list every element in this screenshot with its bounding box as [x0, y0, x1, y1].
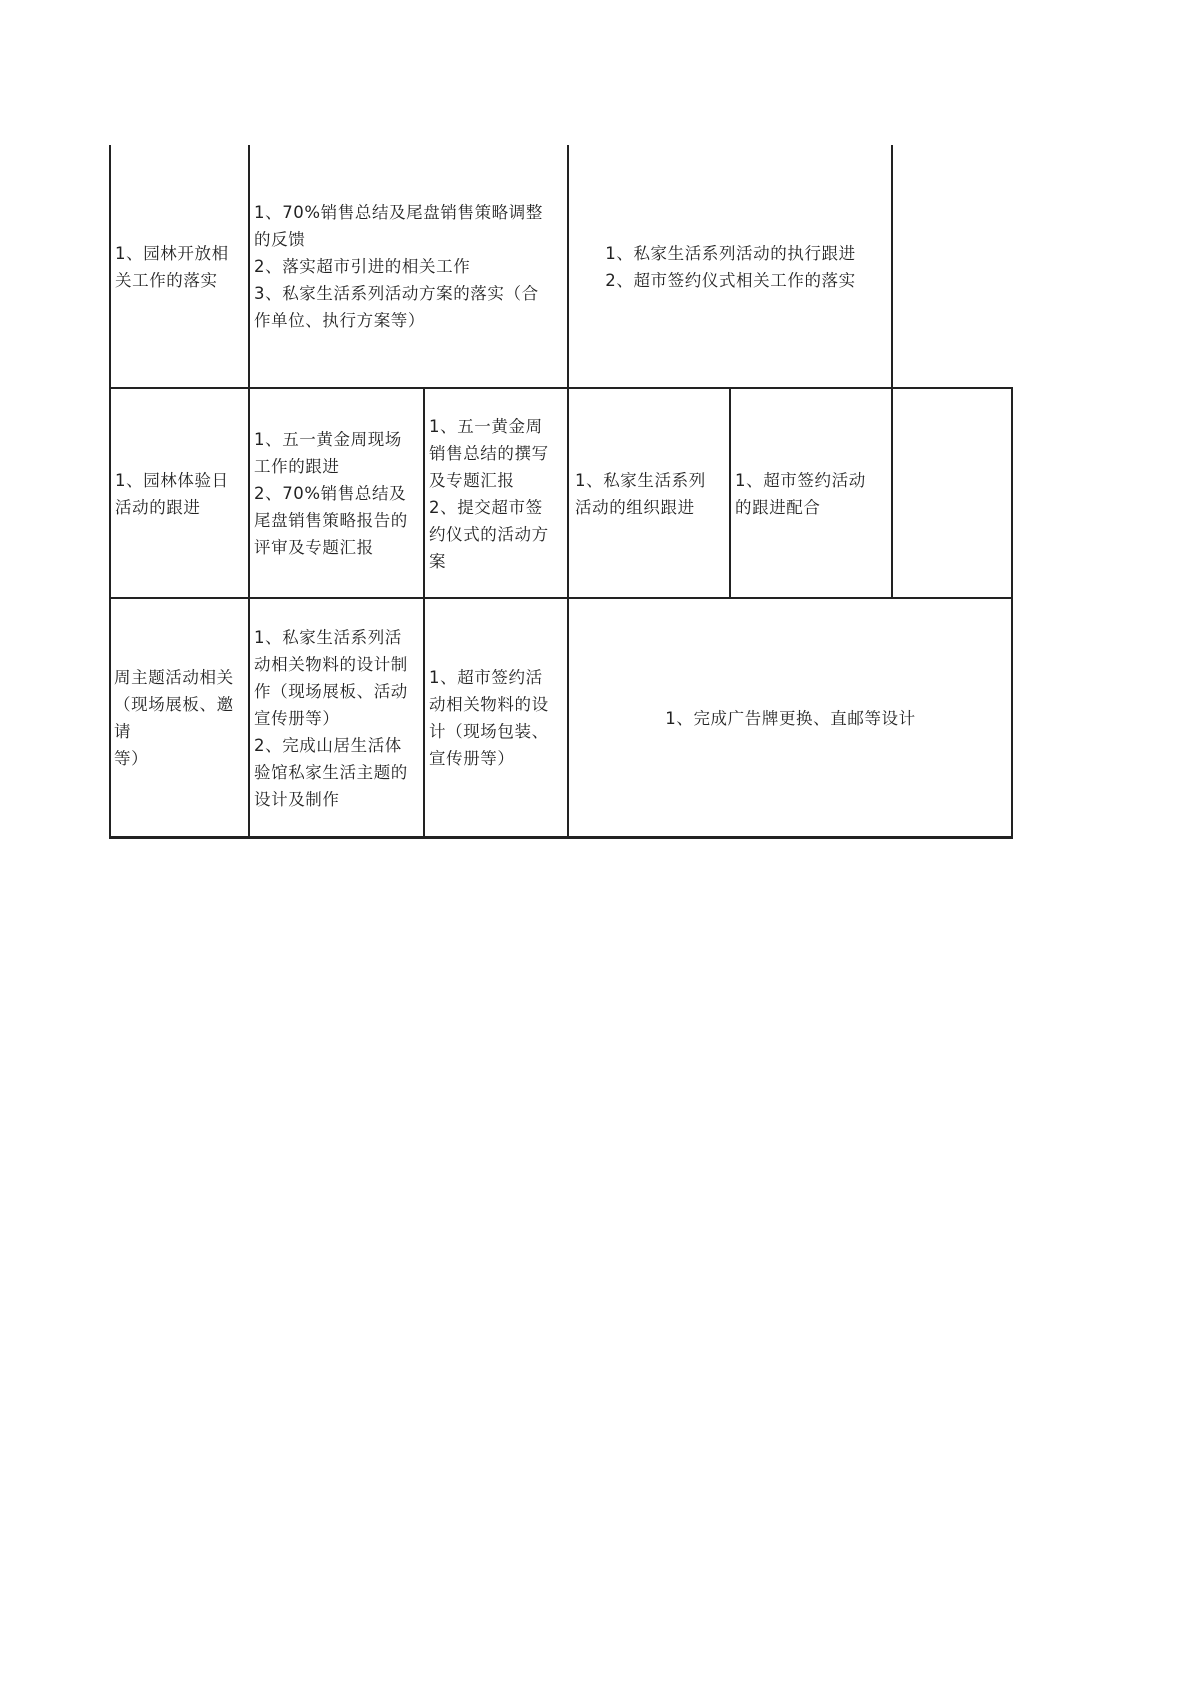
cell-text: 1、超市签约活动 的跟进配合: [735, 470, 866, 517]
row3-col4-cell: [569, 599, 1012, 837]
cell-text: 1、五一黄金周 销售总结的撰写 及专题汇报 2、提交超市签 约仪式的活动方 案: [429, 416, 549, 571]
cell-text: 1、园林开放相 关工作的落实: [115, 243, 229, 290]
row2-col2-cell: [250, 389, 424, 598]
cell-text: 周主题活动相关 （现场展板、邀请 等）: [114, 668, 234, 768]
row1-col4-cell: [569, 145, 892, 388]
row2-col5-cell: [731, 389, 892, 598]
row2-col4-cell: [569, 389, 730, 598]
table-border-bottom: [109, 836, 1013, 839]
cell-text: 1、五一黄金周现场 工作的跟进 2、70%销售总结及 尾盘销售策略报告的 评审及专题汇报: [254, 430, 408, 557]
row2-col1-cell: [111, 389, 249, 598]
row3-col3-cell: [425, 599, 568, 837]
table-divider-col3: [567, 145, 569, 838]
row2-col3-cell: [425, 389, 568, 598]
cell-text: 1、超市签约活 动相关物料的设 计（现场包装、 宣传册等）: [429, 668, 549, 768]
table-border-right: [1011, 388, 1013, 838]
cell-text: 1、完成广告牌更换、直邮等设计: [665, 708, 916, 728]
cell-text: 1、70%销售总结及尾盘销售策略调整 的反馈 2、落实超市引进的相关工作 3、私家生活系列活动方案的落实（合 作单位、执行方案等）: [254, 203, 543, 330]
row1-bottom-border: [109, 387, 1013, 389]
cell-text: 1、私家生活系列活动的执行跟进 2、超市签约仪式相关工作的落实: [605, 243, 856, 290]
table-border-left: [109, 145, 111, 838]
cell-text: 1、私家生活系列 活动的组织跟进: [575, 470, 706, 517]
cell-text: 1、园林体验日 活动的跟进: [115, 470, 229, 517]
table-divider-col2: [423, 388, 425, 838]
row2-bottom-border: [109, 597, 1013, 599]
row1-col1-cell: [111, 145, 249, 388]
table-divider-col4: [729, 388, 731, 599]
row3-col2-cell: [250, 599, 424, 837]
cell-text: 1、私家生活系列活 动相关物料的设计制 作（现场展板、活动 宣传册等） 2、完成山居生活体 验馆私家生活主题的 设计及制作: [254, 627, 408, 809]
table-divider-col1: [248, 145, 250, 838]
table-divider-col5: [891, 145, 893, 599]
row2-col6-cell: [893, 389, 1012, 598]
row1-col2-cell: [250, 145, 568, 388]
row3-col1-cell: [111, 599, 249, 837]
